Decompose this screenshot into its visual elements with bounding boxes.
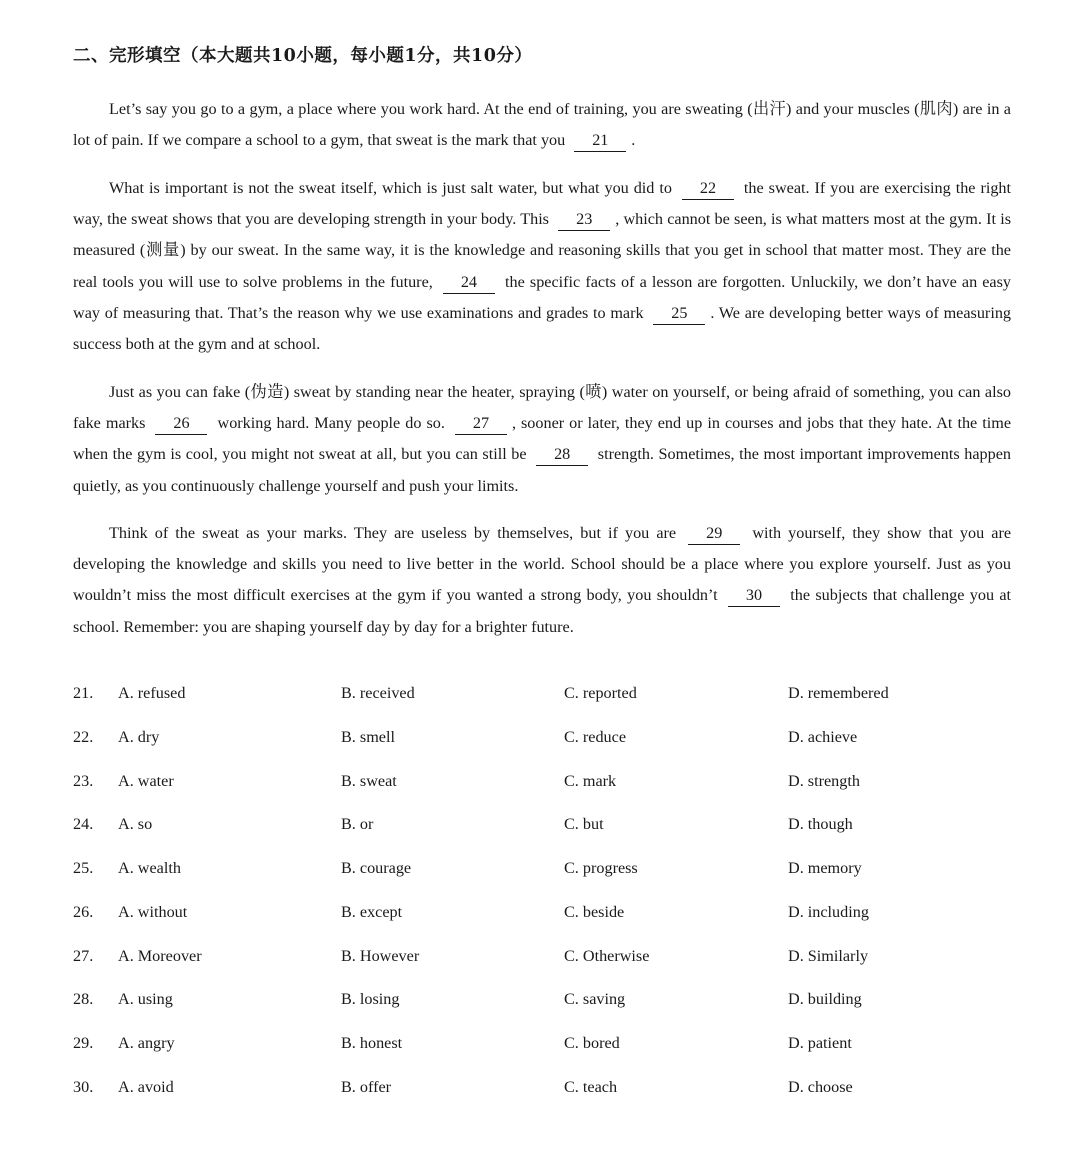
question-number: 22. <box>73 728 94 746</box>
option-d[interactable]: D. patient <box>788 1034 852 1052</box>
option-a[interactable]: A. water <box>118 772 174 790</box>
blank-25[interactable]: 25 <box>653 302 705 325</box>
question-number: 23. <box>73 772 94 790</box>
option-c[interactable]: C. reported <box>564 684 637 702</box>
option-b[interactable]: B. received <box>341 684 415 702</box>
question-row <box>73 859 973 883</box>
option-d[interactable]: D. choose <box>788 1078 853 1096</box>
question-number: 28. <box>73 990 94 1008</box>
passage-text: working hard. Many people do so. <box>217 414 445 433</box>
passage-text: Just as you can fake (伪造) sweat by standing near the heater, spraying (喷) water on yourself, or being afraid of something, you can also fake marks <box>73 383 1011 433</box>
option-c[interactable]: C. reduce <box>564 728 627 746</box>
passage-paragraph-3 <box>73 377 1011 502</box>
option-c[interactable]: C. progress <box>564 859 638 877</box>
option-a[interactable]: A. without <box>118 903 188 921</box>
passage-text: Think of the sweat as your marks. They are useless by themselves, but if you are <box>109 524 677 542</box>
passage-paragraph-4 <box>73 518 1011 643</box>
option-d[interactable]: D. Similarly <box>788 947 869 965</box>
question-row <box>73 903 973 927</box>
question-row <box>73 684 973 708</box>
question-number: 26. <box>73 903 94 921</box>
blank-29[interactable]: 29 <box>688 522 740 545</box>
question-row <box>73 815 973 839</box>
passage-text: the subjects that challenge you at school. Remember: you are shaping yourself day by day for a brighter future. <box>73 586 1012 636</box>
blank-21[interactable]: 21 <box>574 129 626 152</box>
option-b[interactable]: B. or <box>341 815 374 833</box>
option-a[interactable]: A. avoid <box>118 1078 174 1096</box>
question-row <box>73 1034 973 1058</box>
blank-26[interactable]: 26 <box>155 412 207 435</box>
question-row <box>73 947 973 971</box>
question-number: 21. <box>73 684 94 702</box>
blank-28[interactable]: 28 <box>536 443 588 466</box>
passage-text: , sooner or later, they end up in courses and jobs that they hate. At the time when the gym is cool, you might not sweat at all, but you can still be <box>73 414 1012 464</box>
blank-27[interactable]: 27 <box>455 412 507 435</box>
question-number: 29. <box>73 1034 94 1052</box>
blank-30[interactable]: 30 <box>728 584 780 607</box>
option-a[interactable]: A. Moreover <box>118 947 202 965</box>
option-d[interactable]: D. though <box>788 815 853 833</box>
question-number: 30. <box>73 1078 94 1096</box>
passage-text: strength. Sometimes, the most important improvements happen quietly, as you continuously challenge yourself and push your limits. <box>73 445 1012 495</box>
question-number: 25. <box>73 859 94 877</box>
option-d[interactable]: D. achieve <box>788 728 858 746</box>
option-b[interactable]: B. smell <box>341 728 395 746</box>
question-number: 27. <box>73 947 94 965</box>
blank-22[interactable]: 22 <box>682 177 734 200</box>
question-number: 24. <box>73 815 94 833</box>
option-a[interactable]: A. using <box>118 990 173 1008</box>
question-row <box>73 990 973 1014</box>
option-c[interactable]: C. mark <box>564 772 617 790</box>
blank-24[interactable]: 24 <box>443 271 495 294</box>
passage-text: Let’s say you go to a gym, a place where you work hard. At the end of training, you are sweating (出汗) and your muscles (肌肉) are in a lot of pain. If we compare a school to a gym, that sweat is the mark that you <box>73 100 1011 150</box>
section-title: 二、完形填空（本大题共10小题，每小题1分，共10分） <box>73 46 533 66</box>
option-b[interactable]: B. sweat <box>341 772 397 790</box>
option-d[interactable]: D. strength <box>788 772 860 790</box>
question-row <box>73 728 973 752</box>
option-a[interactable]: A. refused <box>118 684 186 702</box>
option-a[interactable]: A. dry <box>118 728 160 746</box>
question-row <box>73 772 973 796</box>
passage-paragraph-2 <box>73 173 1011 360</box>
passage-text: . We are developing better ways of measuring success both at the gym and at school. <box>73 303 1012 354</box>
option-d[interactable]: D. memory <box>788 859 862 877</box>
option-d[interactable]: D. including <box>788 903 869 921</box>
passage-text: , which cannot be seen, is what matters most at the gym. It is measured (测量) by our sweat. In the same way, it is the knowledge and reasoning skills that you get in school that matter most. They are the real tools you will use to solve problems in the future, <box>73 210 1012 291</box>
option-c[interactable]: C. teach <box>564 1078 618 1096</box>
option-c[interactable]: C. bored <box>564 1034 620 1052</box>
option-b[interactable]: B. losing <box>341 990 400 1008</box>
blank-23[interactable]: 23 <box>558 208 610 231</box>
option-d[interactable]: D. remembered <box>788 684 889 702</box>
option-c[interactable]: C. Otherwise <box>564 947 650 965</box>
passage-text: What is important is not the sweat itself, which is just salt water, but what you did to <box>109 179 672 197</box>
option-a[interactable]: A. angry <box>118 1034 175 1052</box>
passage-text: the sweat. If you are exercising the right way, the sweat shows that you are developing strength in your body. This <box>73 179 1012 229</box>
option-a[interactable]: A. wealth <box>118 859 181 877</box>
passage-text: the specific facts of a lesson are forgotten. Unluckily, we don’t have an easy way of measuring that. That’s the reason why we use examinations and grades to mark <box>73 272 1012 322</box>
question-row <box>73 1078 973 1102</box>
option-c[interactable]: C. saving <box>564 990 626 1008</box>
option-d[interactable]: D. building <box>788 990 862 1008</box>
option-a[interactable]: A. so <box>118 815 153 833</box>
passage-text: . <box>631 131 636 150</box>
option-b[interactable]: B. However <box>341 947 420 965</box>
option-b[interactable]: B. honest <box>341 1034 403 1052</box>
option-b[interactable]: B. except <box>341 903 403 921</box>
option-c[interactable]: C. beside <box>564 903 625 921</box>
option-c[interactable]: C. but <box>564 815 604 833</box>
option-b[interactable]: B. offer <box>341 1078 392 1096</box>
passage-text: with yourself, they show that you are developing the knowledge and skills you need to live better in the world. School should be a place where you explore yourself. Just as you wouldn’t miss the most difficult exercises at the gym if you wanted a strong body, you shouldn’t <box>73 524 1012 605</box>
passage-paragraph-1 <box>73 94 1011 156</box>
option-b[interactable]: B. courage <box>341 859 412 877</box>
